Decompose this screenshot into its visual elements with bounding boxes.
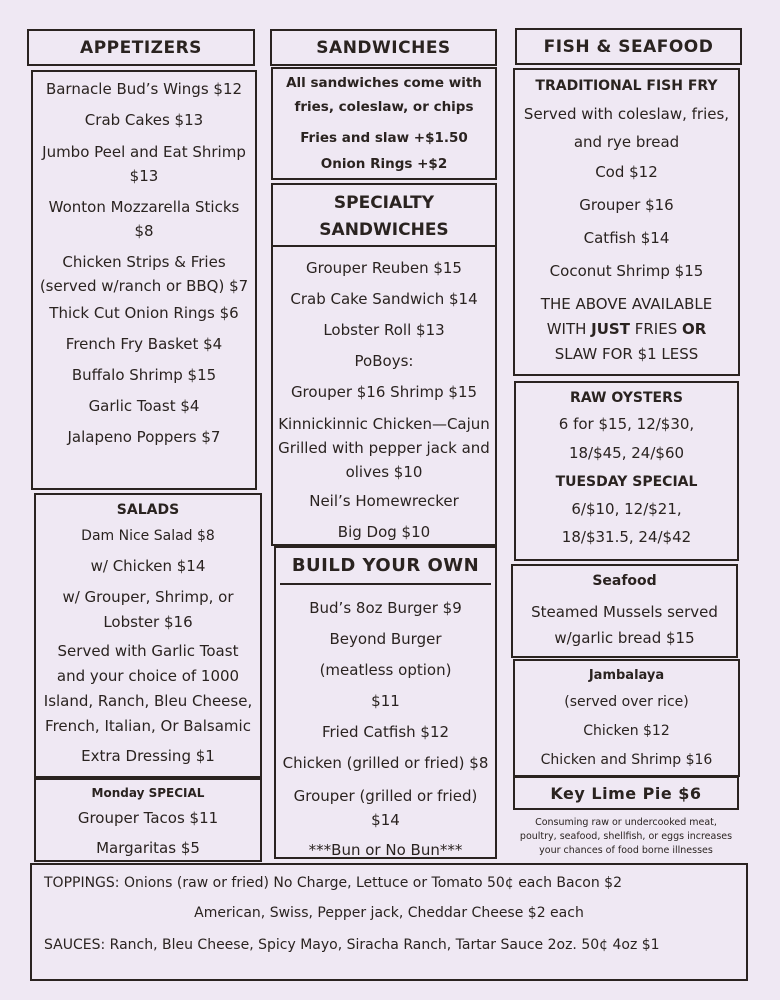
jambalaya-box xyxy=(513,659,740,777)
menu-item: French Fry Basket $4 xyxy=(65,335,223,353)
menu-item: $13 xyxy=(129,167,159,185)
fish-seafood-header xyxy=(515,28,742,65)
menu-item: (served over rice) xyxy=(564,694,689,710)
menu-item: Kinnickinnic Chicken—Cajun xyxy=(278,415,490,433)
menu-item: Jalapeno Poppers $7 xyxy=(67,428,221,446)
menu-item: Lobster $16 xyxy=(103,613,193,631)
menu-item: 6/$10, 12/$21, xyxy=(571,500,682,518)
seafood-title: Seafood xyxy=(592,573,657,589)
menu-item: Coconut Shrimp $15 xyxy=(549,262,704,280)
sandwiches-title: SANDWICHES xyxy=(316,37,451,58)
menu-item: Catfish $14 xyxy=(583,229,670,247)
menu-item: Grilled with pepper jack and xyxy=(278,439,490,457)
sandwich-note: fries, coleslaw, or chips xyxy=(294,99,474,115)
menu-item: Grouper $16 Shrimp $15 xyxy=(290,383,478,401)
salads-box xyxy=(34,493,262,778)
menu-item: Served with Garlic Toast xyxy=(57,642,239,660)
menu-item: olives $10 xyxy=(345,463,423,481)
menu-item: Dam Nice Salad $8 xyxy=(81,528,215,544)
note-bold-just: JUST xyxy=(591,320,630,338)
note-bold-or: OR xyxy=(681,320,707,338)
toppings-sauces-box xyxy=(30,863,748,981)
menu-item: Thick Cut Onion Rings $6 xyxy=(49,304,239,322)
menu-item: and your choice of 1000 xyxy=(56,667,240,685)
fish-seafood-title: FISH & SEAFOOD xyxy=(543,36,714,57)
menu-item: Grouper $16 xyxy=(579,196,674,214)
salads-title: SALADS xyxy=(116,502,180,518)
warning-line: Consuming raw or undercooked meat, xyxy=(535,817,717,828)
key-lime-pie-box xyxy=(513,776,739,810)
food-warning xyxy=(513,816,739,858)
menu-item: $14 xyxy=(371,811,400,829)
menu-item: Jumbo Peel and Eat Shrimp xyxy=(42,143,246,161)
menu-item: Grouper Tacos $11 xyxy=(77,809,219,827)
menu-item: Chicken (grilled or fried) $8 xyxy=(282,754,489,772)
menu-item: Grouper Reuben $15 xyxy=(306,259,462,277)
menu-item: and rye bread xyxy=(573,133,680,151)
menu-item: Cod $12 xyxy=(595,163,658,181)
menu-item: Crab Cake Sandwich $14 xyxy=(290,290,478,308)
note-text: FRIES xyxy=(629,320,682,338)
build-title: BUILD YOUR OWN xyxy=(291,555,480,576)
menu-item: PoBoys: xyxy=(354,352,414,370)
fish-fry-box xyxy=(513,68,740,376)
raw-oysters-box xyxy=(514,381,739,561)
toppings-line: TOPPINGS: Onions (raw or fried) No Charge, Lettuce or Tomato 50¢ each Bacon $2 xyxy=(44,875,622,891)
menu-item: Lobster Roll $13 xyxy=(323,321,445,339)
menu-item: Margaritas $5 xyxy=(96,839,200,857)
menu-item: w/ Grouper, Shrimp, or xyxy=(62,588,234,606)
warning-line: your chances of food borne illnesses xyxy=(539,845,713,856)
menu-item: Buffalo Shrimp $15 xyxy=(71,366,217,384)
specialty-title-2: SANDWICHES xyxy=(319,220,449,240)
menu-item: SLAW FOR $1 LESS xyxy=(554,345,699,363)
menu-item: Island, Ranch, Bleu Cheese, xyxy=(43,692,253,710)
note-text: WITH xyxy=(546,320,592,338)
menu-item: Grouper (grilled or fried) xyxy=(293,787,478,805)
menu-item: Barnacle Bud’s Wings $12 xyxy=(45,80,243,98)
jambalaya-title: Jambalaya xyxy=(588,668,665,683)
sandwich-note: All sandwiches come with xyxy=(286,75,482,91)
menu-item: ***Bun or No Bun*** xyxy=(308,841,463,859)
menu-item: Beyond Burger xyxy=(329,630,442,648)
menu-item: Chicken Strips & Fries xyxy=(62,253,226,271)
appetizers-box xyxy=(31,70,257,490)
menu-item: Served with coleslaw, fries, xyxy=(523,105,730,123)
tuesday-special-title: TUESDAY SPECIAL xyxy=(555,474,698,490)
sandwich-addon: Fries and slaw +$1.50 xyxy=(300,130,468,146)
monday-special-box xyxy=(34,778,262,862)
appetizers-header xyxy=(27,29,255,66)
raw-oysters-title: RAW OYSTERS xyxy=(570,390,683,406)
menu-item: Chicken $12 xyxy=(583,723,670,739)
fish-note xyxy=(515,317,738,342)
menu-item: w/ Chicken $14 xyxy=(90,557,206,575)
menu-item: Big Dog $10 xyxy=(337,523,431,541)
menu-item: w/garlic bread $15 xyxy=(554,629,695,647)
monday-special-title: Monday SPECIAL xyxy=(91,786,205,800)
menu-item: $8 xyxy=(134,222,154,240)
menu-item: Steamed Mussels served xyxy=(531,603,718,621)
appetizers-title: APPETIZERS xyxy=(80,37,202,58)
menu-item: (served w/ranch or BBQ) $7 xyxy=(39,277,249,295)
menu-item: Crab Cakes $13 xyxy=(84,111,204,129)
menu-item: 18/$31.5, 24/$42 xyxy=(561,528,692,546)
build-your-own-box xyxy=(274,546,497,859)
menu-item: $11 xyxy=(371,692,400,710)
menu-item: 6 for $15, 12/$30, xyxy=(558,415,695,433)
menu-item: French, Italian, Or Balsamic xyxy=(45,717,251,735)
menu-item: Neil’s Homewrecker xyxy=(309,492,459,510)
menu-item: THE ABOVE AVAILABLE xyxy=(540,295,713,313)
sandwich-addon: Onion Rings +$2 xyxy=(320,156,448,172)
menu-item: Wonton Mozzarella Sticks xyxy=(48,198,240,216)
menu-item: Extra Dressing $1 xyxy=(81,747,215,765)
sandwiches-header xyxy=(270,29,497,66)
menu-item: Garlic Toast $4 xyxy=(88,397,200,415)
build-header xyxy=(280,548,491,585)
specialty-header xyxy=(273,185,495,247)
specialty-title-1: SPECIALTY xyxy=(333,193,435,213)
warning-line: poultry, seafood, shellfish, or eggs increases xyxy=(519,831,733,842)
cheese-line: American, Swiss, Pepper jack, Cheddar Cheese $2 each xyxy=(194,905,584,921)
seafood-box xyxy=(511,564,738,658)
menu-item: Bud’s 8oz Burger $9 xyxy=(309,599,462,617)
menu-item: Chicken and Shrimp $16 xyxy=(540,752,713,768)
menu-item: 18/$45, 24/$60 xyxy=(568,444,685,462)
sandwiches-box xyxy=(271,67,497,180)
key-lime-pie-title: Key Lime Pie $6 xyxy=(550,783,702,803)
menu-item: Fried Catfish $12 xyxy=(321,723,450,741)
menu-item: (meatless option) xyxy=(319,661,452,679)
specialty-sandwiches-box xyxy=(271,183,497,546)
sauces-line: SAUCES: Ranch, Bleu Cheese, Spicy Mayo, Siracha Ranch, Tartar Sauce 2oz. 50¢ 4oz $1 xyxy=(44,937,660,953)
fish-fry-title: TRADITIONAL FISH FRY xyxy=(535,78,718,94)
